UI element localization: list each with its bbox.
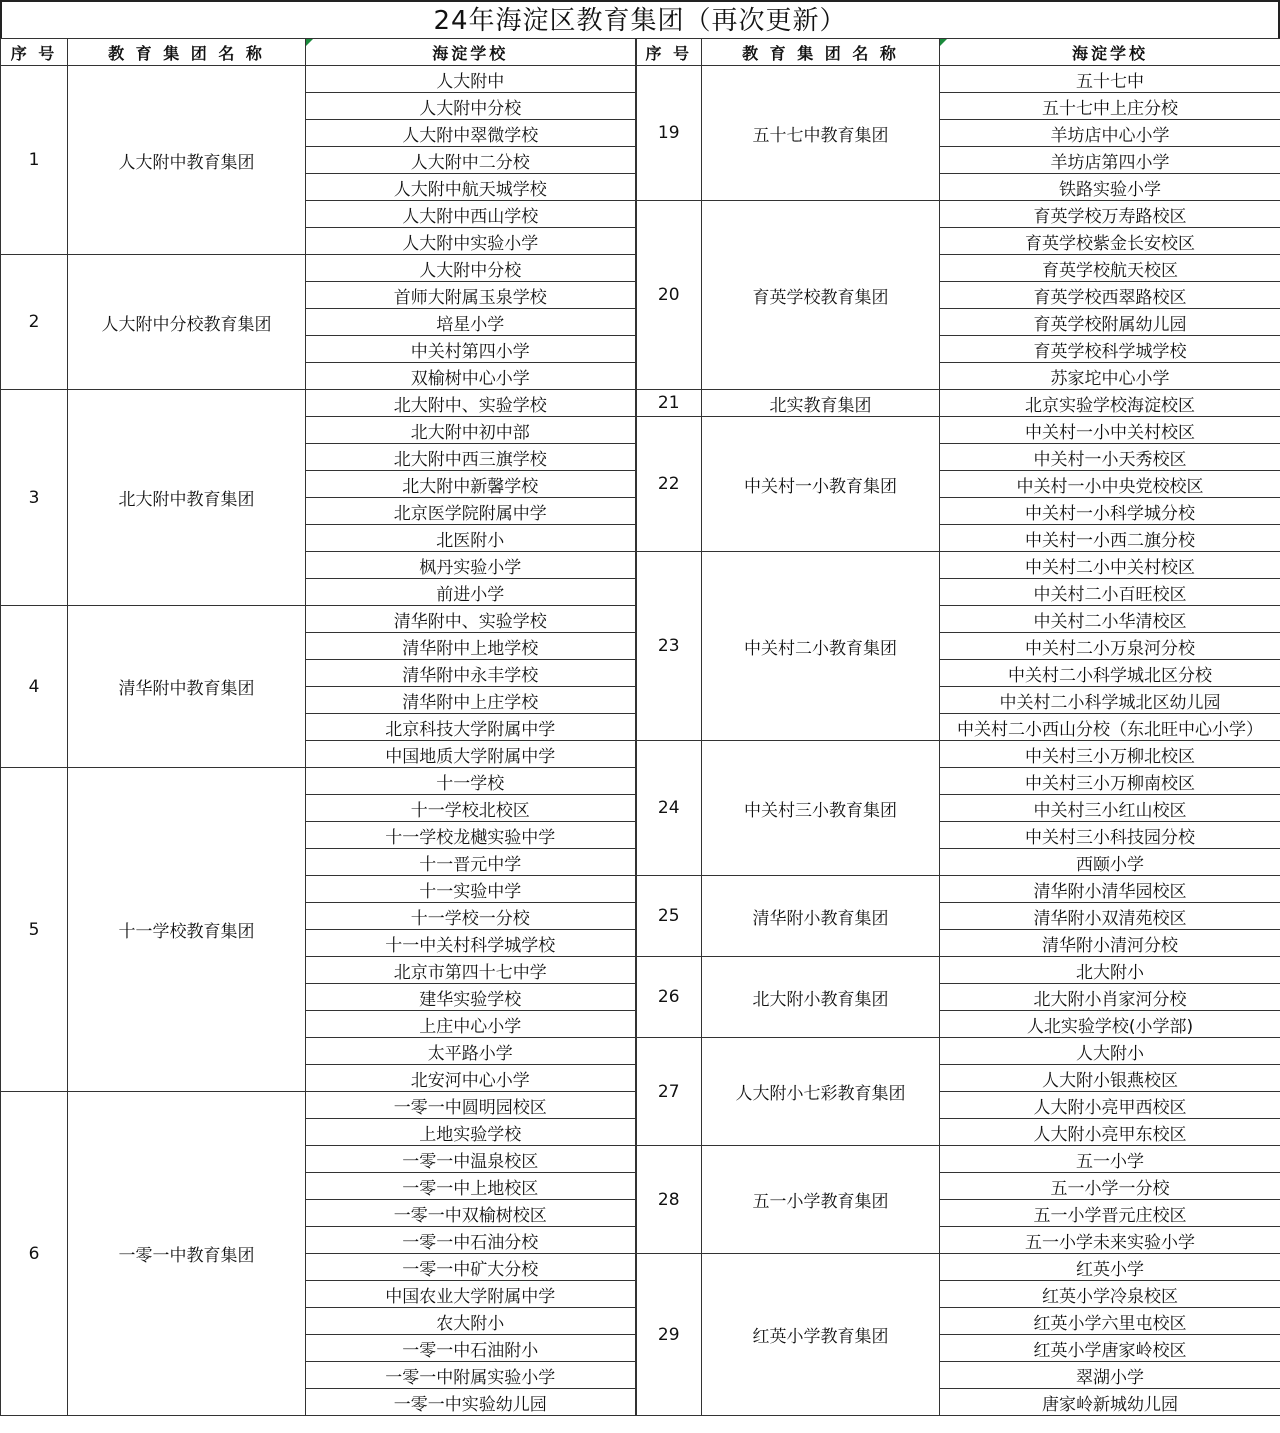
group-seq-cell: 21 — [636, 390, 702, 417]
school-cell: 中国地质大学附属中学 — [306, 741, 636, 768]
school-cell: 羊坊店中心小学 — [940, 120, 1280, 147]
group-seq-cell: 28 — [636, 1146, 702, 1254]
school-cell: 清华附小清华园校区 — [940, 876, 1280, 903]
school-cell: 人大附中分校 — [306, 93, 636, 120]
school-cell: 人大附中航天城学校 — [306, 174, 636, 201]
group-seq-cell: 25 — [636, 876, 702, 957]
school-cell: 红英小学唐家岭校区 — [940, 1335, 1280, 1362]
school-cell: 育英学校航天校区 — [940, 255, 1280, 282]
group-name-cell: 五十七中教育集团 — [702, 66, 940, 201]
school-cell: 五一小学 — [940, 1146, 1280, 1173]
school-cell: 一零一中附属实验小学 — [306, 1362, 636, 1389]
school-cell: 北大附中、实验学校 — [306, 390, 636, 417]
group-name-cell: 五一小学教育集团 — [702, 1146, 940, 1254]
school-cell: 五一小学一分校 — [940, 1173, 1280, 1200]
school-cell: 中关村一小西二旗分校 — [940, 525, 1280, 552]
header-seq-right: 序 号 — [636, 39, 702, 66]
school-cell: 双榆树中心小学 — [306, 363, 636, 390]
group-seq-cell: 3 — [1, 390, 68, 606]
school-cell: 五十七中上庄分校 — [940, 93, 1280, 120]
school-cell: 太平路小学 — [306, 1038, 636, 1065]
school-cell: 中关村一小中关村校区 — [940, 417, 1280, 444]
school-cell: 十一中关村科学城学校 — [306, 930, 636, 957]
school-cell: 中关村二小科学城北区分校 — [940, 660, 1280, 687]
group-name-cell: 人大附中分校教育集团 — [68, 255, 306, 390]
comment-marker-icon — [306, 39, 313, 46]
school-cell: 一零一中圆明园校区 — [306, 1092, 636, 1119]
school-cell: 人大附中翠微学校 — [306, 120, 636, 147]
group-seq-cell: 19 — [636, 66, 702, 201]
school-cell: 北大附小 — [940, 957, 1280, 984]
header-group-right: 教 育 集 团 名 称 — [702, 39, 940, 66]
school-cell: 北大附小肖家河分校 — [940, 984, 1280, 1011]
header-group-left: 教 育 集 团 名 称 — [68, 39, 306, 66]
school-cell: 一零一中双榆树校区 — [306, 1200, 636, 1227]
group-name-cell: 中关村三小教育集团 — [702, 741, 940, 876]
header-school-right-label: 海淀学校 — [1071, 43, 1148, 63]
school-cell: 育英学校科学城学校 — [940, 336, 1280, 363]
school-cell: 十一学校 — [306, 768, 636, 795]
school-cell: 十一实验中学 — [306, 876, 636, 903]
school-cell: 清华附中、实验学校 — [306, 606, 636, 633]
school-cell: 中关村二小西山分校（东北旺中心小学） — [940, 714, 1280, 741]
header-school-left — [306, 39, 636, 66]
group-name-cell: 育英学校教育集团 — [702, 201, 940, 390]
school-cell: 人大附小亮甲西校区 — [940, 1092, 1280, 1119]
group-name-cell: 人大附小七彩教育集团 — [702, 1038, 940, 1146]
school-cell: 育英学校附属幼儿园 — [940, 309, 1280, 336]
school-cell: 一零一中石油附小 — [306, 1335, 636, 1362]
school-cell: 北大附中西三旗学校 — [306, 444, 636, 471]
group-seq-cell: 27 — [636, 1038, 702, 1146]
group-name-cell: 清华附中教育集团 — [68, 606, 306, 768]
group-name-cell: 人大附中教育集团 — [68, 66, 306, 255]
school-cell: 人大附中二分校 — [306, 147, 636, 174]
page-title: 24年海淀区教育集团（再次更新） — [0, 0, 1280, 38]
group-name-cell: 北大附小教育集团 — [702, 957, 940, 1038]
school-cell: 中关村二小科学城北区幼儿园 — [940, 687, 1280, 714]
school-cell: 清华附小双清苑校区 — [940, 903, 1280, 930]
school-cell: 上地实验学校 — [306, 1119, 636, 1146]
school-cell: 唐家岭新城幼儿园 — [940, 1389, 1280, 1416]
school-cell: 中关村一小科学城分校 — [940, 498, 1280, 525]
table-body — [1, 66, 1280, 1416]
school-cell: 中关村二小万泉河分校 — [940, 633, 1280, 660]
school-cell: 十一学校龙樾实验中学 — [306, 822, 636, 849]
table-row — [1, 390, 1280, 417]
table-row — [1, 66, 1280, 93]
school-cell: 五一小学未来实验小学 — [940, 1227, 1280, 1254]
school-cell: 一零一中实验幼儿园 — [306, 1389, 636, 1416]
school-cell: 中国农业大学附属中学 — [306, 1281, 636, 1308]
school-cell: 翠湖小学 — [940, 1362, 1280, 1389]
school-cell: 北京医学院附属中学 — [306, 498, 636, 525]
group-seq-cell: 5 — [1, 768, 68, 1092]
header-school-left-label: 海淀学校 — [432, 43, 509, 63]
school-cell: 人大附小亮甲东校区 — [940, 1119, 1280, 1146]
school-cell: 农大附小 — [306, 1308, 636, 1335]
school-cell: 红英小学冷泉校区 — [940, 1281, 1280, 1308]
school-cell: 清华附小清河分校 — [940, 930, 1280, 957]
school-cell: 中关村三小红山校区 — [940, 795, 1280, 822]
group-name-cell: 中关村二小教育集团 — [702, 552, 940, 741]
school-cell: 北安河中心小学 — [306, 1065, 636, 1092]
group-seq-cell: 23 — [636, 552, 702, 741]
school-cell: 一零一中温泉校区 — [306, 1146, 636, 1173]
school-cell: 枫丹实验小学 — [306, 552, 636, 579]
school-cell: 一零一中上地校区 — [306, 1173, 636, 1200]
school-cell: 中关村第四小学 — [306, 336, 636, 363]
group-seq-cell: 24 — [636, 741, 702, 876]
school-cell: 中关村三小万柳北校区 — [940, 741, 1280, 768]
group-name-cell: 红英小学教育集团 — [702, 1254, 940, 1416]
school-cell: 前进小学 — [306, 579, 636, 606]
group-name-cell: 清华附小教育集团 — [702, 876, 940, 957]
school-cell: 北京实验学校海淀校区 — [940, 390, 1280, 417]
group-name-cell: 一零一中教育集团 — [68, 1092, 306, 1416]
school-cell: 西颐小学 — [940, 849, 1280, 876]
group-name-cell: 十一学校教育集团 — [68, 768, 306, 1092]
school-cell: 人大附中分校 — [306, 255, 636, 282]
school-cell: 中关村一小天秀校区 — [940, 444, 1280, 471]
school-cell: 北大附中新馨学校 — [306, 471, 636, 498]
school-cell: 人大附小 — [940, 1038, 1280, 1065]
header-seq-left: 序 号 — [1, 39, 68, 66]
school-cell: 培星小学 — [306, 309, 636, 336]
header-row — [1, 39, 1280, 66]
school-cell: 一零一中石油分校 — [306, 1227, 636, 1254]
school-cell: 人大附中实验小学 — [306, 228, 636, 255]
school-cell: 人北实验学校(小学部) — [940, 1011, 1280, 1038]
school-cell: 十一晋元中学 — [306, 849, 636, 876]
school-cell: 十一学校北校区 — [306, 795, 636, 822]
school-cell: 羊坊店第四小学 — [940, 147, 1280, 174]
school-cell: 清华附中永丰学校 — [306, 660, 636, 687]
school-cell: 中关村一小中央党校校区 — [940, 471, 1280, 498]
school-cell: 上庄中心小学 — [306, 1011, 636, 1038]
education-group-table — [0, 38, 1280, 1416]
school-cell: 苏家坨中心小学 — [940, 363, 1280, 390]
school-cell: 北大附中初中部 — [306, 417, 636, 444]
school-cell: 中关村三小科技园分校 — [940, 822, 1280, 849]
school-cell: 五一小学晋元庄校区 — [940, 1200, 1280, 1227]
school-cell: 红英小学六里屯校区 — [940, 1308, 1280, 1335]
school-cell: 清华附中上庄学校 — [306, 687, 636, 714]
school-cell: 一零一中矿大分校 — [306, 1254, 636, 1281]
comment-marker-icon — [940, 39, 947, 46]
school-cell: 清华附中上地学校 — [306, 633, 636, 660]
school-cell: 中关村三小万柳南校区 — [940, 768, 1280, 795]
school-cell: 人大附小银燕校区 — [940, 1065, 1280, 1092]
school-cell: 中关村二小百旺校区 — [940, 579, 1280, 606]
group-seq-cell: 20 — [636, 201, 702, 390]
group-seq-cell: 29 — [636, 1254, 702, 1416]
school-cell: 中关村二小华清校区 — [940, 606, 1280, 633]
school-cell: 育英学校万寿路校区 — [940, 201, 1280, 228]
school-cell: 首师大附属玉泉学校 — [306, 282, 636, 309]
school-cell: 育英学校紫金长安校区 — [940, 228, 1280, 255]
school-cell: 中关村二小中关村校区 — [940, 552, 1280, 579]
group-seq-cell: 4 — [1, 606, 68, 768]
school-cell: 红英小学 — [940, 1254, 1280, 1281]
group-seq-cell: 1 — [1, 66, 68, 255]
school-cell: 人大附中 — [306, 66, 636, 93]
header-school-right — [940, 39, 1280, 66]
school-cell: 北京市第四十七中学 — [306, 957, 636, 984]
school-cell: 铁路实验小学 — [940, 174, 1280, 201]
school-cell: 北京科技大学附属中学 — [306, 714, 636, 741]
school-cell: 人大附中西山学校 — [306, 201, 636, 228]
group-name-cell: 北实教育集团 — [702, 390, 940, 417]
group-seq-cell: 2 — [1, 255, 68, 390]
group-name-cell: 北大附中教育集团 — [68, 390, 306, 606]
school-cell: 五十七中 — [940, 66, 1280, 93]
group-name-cell: 中关村一小教育集团 — [702, 417, 940, 552]
school-cell: 育英学校西翠路校区 — [940, 282, 1280, 309]
group-seq-cell: 26 — [636, 957, 702, 1038]
group-seq-cell: 6 — [1, 1092, 68, 1416]
group-seq-cell: 22 — [636, 417, 702, 552]
school-cell: 北医附小 — [306, 525, 636, 552]
school-cell: 建华实验学校 — [306, 984, 636, 1011]
school-cell: 十一学校一分校 — [306, 903, 636, 930]
